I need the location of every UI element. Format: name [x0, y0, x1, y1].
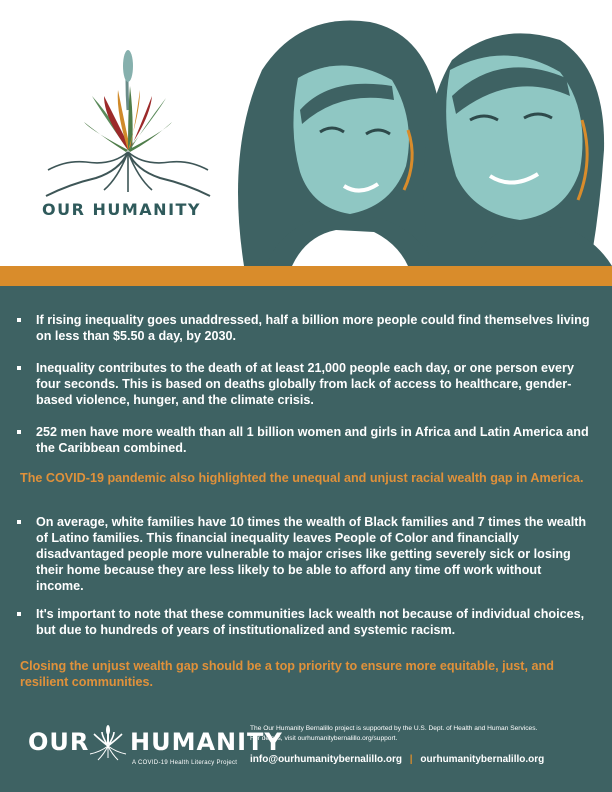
bullet-text: It's important to note that these communities lack wealth not because of individual choices, but due to hundreds of years of institutionalized and systemic racism.	[36, 607, 585, 637]
orange-divider-band	[0, 266, 612, 286]
bullet-icon	[17, 612, 21, 616]
header-logo-text: OUR HUMANITY	[42, 200, 202, 219]
bullet-text: Inequality contributes to the death of at least 21,000 people each day, or one person every four seconds. This is based on deaths globally from lack of access to healthcare, gender-based violence, hunger, and the climate crisis.	[36, 361, 574, 407]
bullet-icon	[17, 366, 21, 370]
bullet-text: On average, white families have 10 times the wealth of Black families and 7 times the wealth of Latino families. This financial inequality leaves People of Color and financially disadvantaged people more vulnerable to major crises like getting severely sick or losing their home because they are less likely to be able to afford any time off work without income.	[36, 515, 587, 593]
callout-closing: Closing the unjust wealth gap should be a top priority to ensure more equitable, just, and resilient communities.	[20, 659, 554, 689]
footer-logo	[28, 720, 283, 776]
bullet-icon	[17, 520, 21, 524]
website-link[interactable]: ourhumanitybernalillo.org	[420, 754, 545, 765]
list-item	[36, 606, 592, 638]
footer-logo-subtitle: A COVID-19 Health Literacy Project	[132, 760, 238, 766]
email-link[interactable]: info@ourhumanitybernalillo.org	[250, 754, 402, 765]
list-item	[36, 312, 592, 344]
bullet-text: 252 men have more wealth than all 1 billion women and girls in Africa and Latin America and the Caribbean combined.	[36, 425, 589, 455]
footer-agave-icon	[88, 722, 128, 762]
footer-logo-right: HUMANITY	[130, 728, 283, 756]
callout-pandemic: The COVID-19 pandemic also highlighted the unequal and unjust racial wealth gap in America.	[20, 471, 584, 485]
bullet-icon	[17, 430, 21, 434]
portrait-illustration	[238, 21, 612, 266]
bullet-text: If rising inequality goes unaddressed, half a billion more people could find themselves living on less than $5.50 a day, by 2030.	[36, 313, 590, 343]
main-content	[0, 286, 612, 792]
support-line-2: For details, visit ourhumanitybernalillo.org/support.	[250, 735, 398, 742]
support-statement	[250, 724, 590, 744]
contact-separator: |	[409, 754, 413, 765]
agave-logo-icon	[46, 50, 210, 196]
footer-logo-left: OUR	[28, 728, 90, 756]
hero-illustration	[0, 0, 612, 266]
support-line-1: The Our Humanity Bernalillo project is supported by the U.S. Dept. of Health and Human Services.	[250, 725, 538, 732]
bullet-icon	[17, 318, 21, 322]
list-item	[36, 514, 592, 594]
list-item	[36, 424, 592, 456]
hero-section	[0, 0, 612, 266]
contact-line	[250, 754, 544, 765]
list-item	[36, 360, 592, 408]
